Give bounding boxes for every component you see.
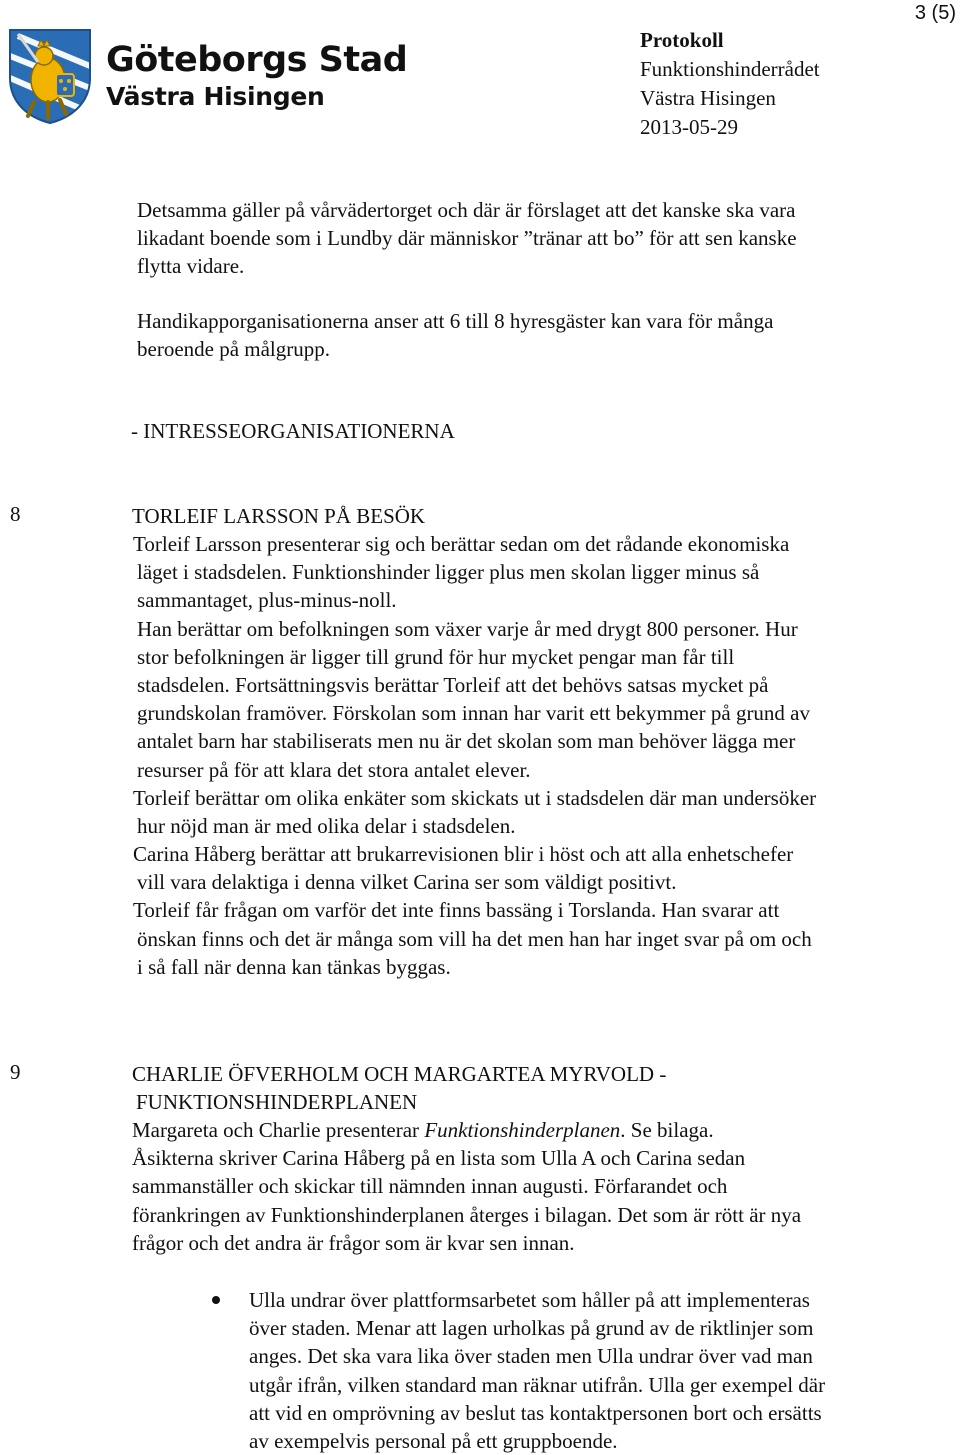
item-title: TORLEIF LARSSON PÅ BESÖK xyxy=(132,504,426,528)
text-line: grundskolan framöver. Förskolan som innan har varit ett bekymmer på grund av xyxy=(137,701,811,726)
text-line: önskan finns och det är många som vill ha det men han har inget svar på om och xyxy=(137,926,812,951)
text-line: Åsikterna skriver Carina Håberg på en lista som Ulla A och Carina sedan xyxy=(132,1146,746,1171)
item-number: 8 xyxy=(10,502,21,526)
plan-title-italic: Funktionshinderplanen xyxy=(424,1118,621,1142)
text-line: utgår ifrån, vilken standard man räknar utifrån. Ulla ger exempel där xyxy=(249,1372,826,1397)
text-line: resurser på för att klara det stora antalet elever. xyxy=(137,757,531,782)
text-line: likadant boende som i Lundby där människor ”tränar att bo” för att sen kanske xyxy=(137,226,797,251)
text-line: frågor och det andra är frågor som är kvar sen innan. xyxy=(132,1230,575,1255)
text-line: vill vara delaktiga i denna vilket Carina ser som väldigt positivt. xyxy=(137,870,677,895)
intro-paragraph-2 xyxy=(137,307,773,363)
text-segment: Margareta och Charlie presenterar xyxy=(132,1118,425,1142)
text-line: läget i stadsdelen. Funktionshinder ligger plus men skolan ligger minus så xyxy=(137,560,760,585)
text-line: Torleif Larsson presenterar sig och berättar sedan om det rådande ekonomiska xyxy=(133,532,790,556)
text-line: Ulla undrar över plattformsarbetet som håller på att implementeras xyxy=(249,1288,810,1312)
item-title-continued: FUNKTIONSHINDERPLANEN xyxy=(136,1090,418,1115)
text-line: sammantaget, plus-minus-noll. xyxy=(137,588,397,613)
document-info xyxy=(640,26,820,142)
text-line: att vid en omprövning av beslut tas kontaktpersonen bort och ersätts xyxy=(249,1400,822,1425)
text-line: flytta vidare. xyxy=(137,254,245,279)
bullet-item xyxy=(249,1286,825,1455)
text-line: anges. Det ska vara lika över staden men Ulla undrar över vad man xyxy=(249,1344,813,1369)
text-line: i så fall när denna kan tänkas byggas. xyxy=(137,954,451,979)
item-title: CHARLIE ÖFVERHOLM OCH MARGARTEA MYRVOLD - xyxy=(132,1062,667,1086)
text-line: sammanställer och skickar till nämnden innan augusti. Förfarandet och xyxy=(132,1174,728,1199)
text-line: Torleif får frågan om varför det inte finns bassäng i Torslanda. Han svarar att xyxy=(133,898,780,923)
text-line: Detsamma gäller på vårvädertorget och där är förslaget att det kanske ska vara xyxy=(137,198,796,222)
bullet-icon xyxy=(212,1296,220,1304)
text-line: Torleif berättar om olika enkäter som skickats ut i stadsdelen där man undersöker xyxy=(133,785,817,810)
meeting-date: 2013-05-29 xyxy=(640,115,738,139)
committee-name: Funktionshinderrådet xyxy=(640,57,820,81)
item-9-title xyxy=(132,1060,666,1116)
page-number: 3 (5) xyxy=(914,2,956,24)
text-line: över staden. Menar att lagen urholkas på grund av de riktlinjer som xyxy=(249,1316,814,1341)
text-line: Carina Håberg berättar att brukarrevisionen blir i höst och att alla enhetschefer xyxy=(133,842,794,867)
brand-district: Västra Hisingen xyxy=(106,82,325,111)
text-line: Handikapporganisationerna anser att 6 till 8 hyresgäster kan vara för många xyxy=(137,309,774,333)
text-line: Han berättar om befolkningen som växer varje år med drygt 800 personer. Hur xyxy=(137,616,798,641)
item-8-body xyxy=(133,530,816,981)
intro-paragraph-1 xyxy=(137,196,797,281)
text-line: stadsdelen. Fortsättningsvis berättar Torleif att det behövs satsas mycket på xyxy=(137,672,769,697)
brand-wordmark xyxy=(106,40,407,112)
brand-name: Göteborgs Stad xyxy=(106,40,408,80)
gothenburg-crest-icon xyxy=(4,26,96,124)
item-9-body xyxy=(132,1116,801,1257)
section-heading: - INTRESSEORGANISATIONERNA xyxy=(131,419,455,443)
text-line: av exempelvis personal på ett gruppboende. xyxy=(249,1428,618,1453)
text-line xyxy=(132,1116,801,1144)
text-segment: . Se bilaga. xyxy=(620,1118,714,1142)
text-line: antalet barn har stabiliserats men nu är det skolan som man behöver lägga mer xyxy=(137,729,796,754)
document-type: Protokoll xyxy=(640,28,724,52)
item-number: 9 xyxy=(10,1060,21,1084)
text-line: förankringen av Funktionshinderplanen återges i bilagan. Det som är rött är nya xyxy=(132,1202,802,1227)
text-line: beroende på målgrupp. xyxy=(137,337,331,362)
district-name: Västra Hisingen xyxy=(640,86,776,110)
text-line: hur nöjd man är med olika delar i stadsdelen. xyxy=(137,813,516,838)
text-line: stor befolkningen är ligger till grund för hur mycket pengar man får till xyxy=(137,644,735,669)
